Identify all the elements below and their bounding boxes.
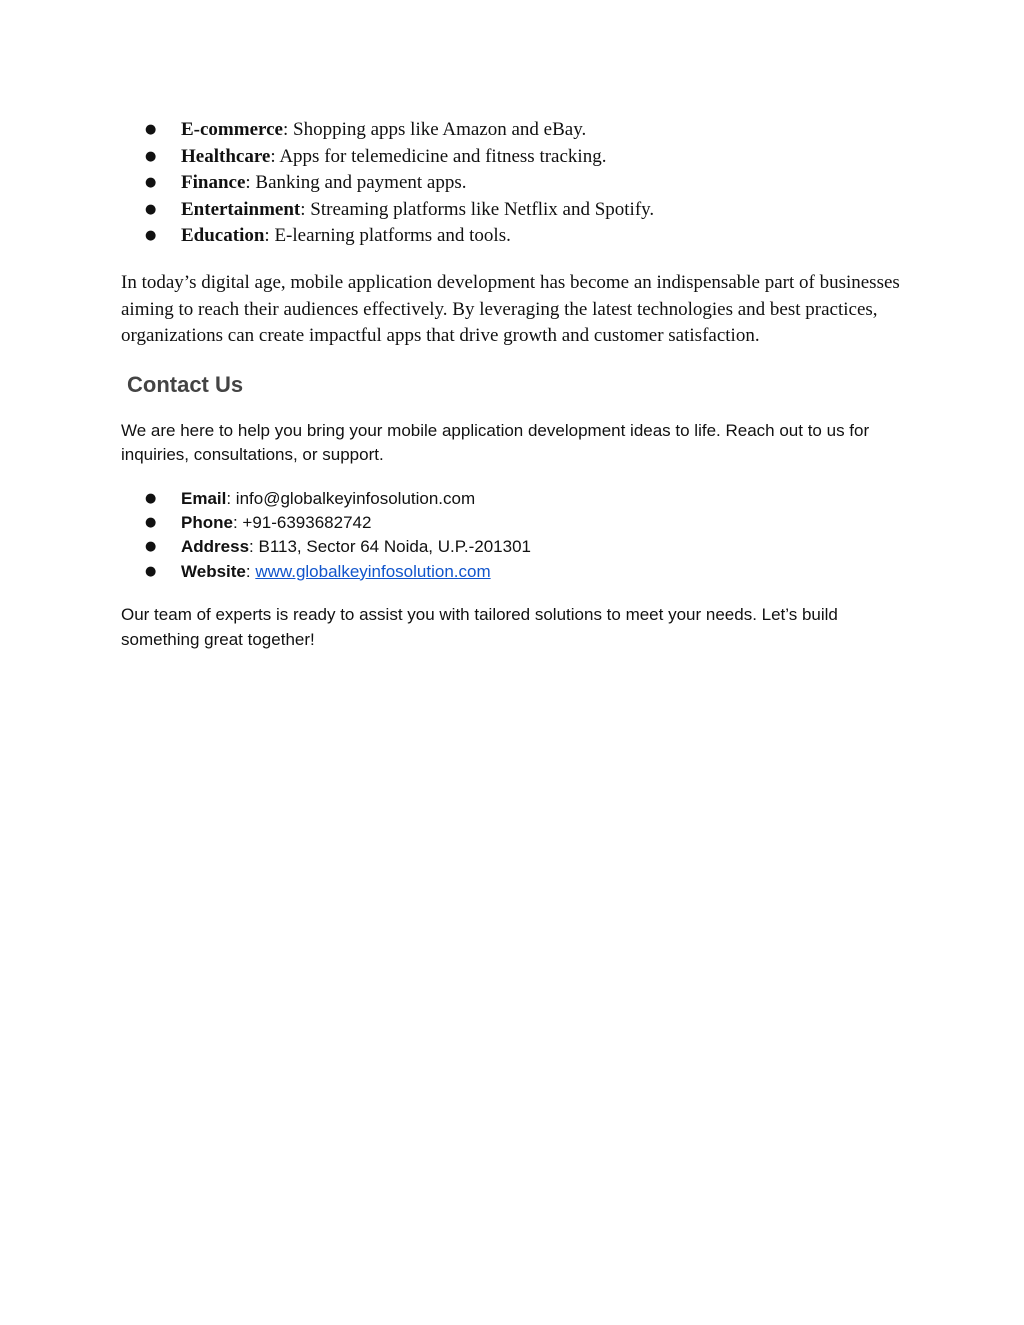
bullet-icon: ● (145, 122, 157, 137)
website-link[interactable]: www.globalkeyinfosolution.com (255, 561, 491, 581)
contact-details-list (121, 487, 911, 585)
bullet-icon: ● (145, 175, 157, 191)
bullet-icon: ● (145, 490, 157, 506)
contact-heading: Contact Us (127, 371, 244, 397)
industry-term: E-commerce (181, 119, 283, 140)
website-separator: : (245, 561, 256, 581)
industry-term: Entertainment (181, 198, 301, 220)
list-item (121, 197, 911, 224)
industry-term: Finance (181, 172, 246, 194)
list-item (121, 144, 911, 171)
industry-description: : E-learning platforms and tools. (264, 225, 511, 247)
industry-description: : Banking and payment apps. (245, 172, 467, 194)
industries-list (121, 117, 911, 250)
contact-item-phone (121, 511, 911, 535)
contact-item-address (121, 535, 911, 559)
bullet-icon: ● (145, 563, 157, 579)
list-item (121, 223, 911, 250)
contact-intro-paragraph: We are here to help you bring your mobile application development ideas to life. Reach out to us for inquiries, consultations, or support. (121, 420, 870, 465)
list-item (121, 170, 911, 197)
contact-item-website (121, 560, 911, 584)
industry-description: : Shopping apps like Amazon and eBay. (282, 119, 587, 140)
summary-paragraph: In today’s digital age, mobile application development has become an indispensable part of businesses aiming to reach their audiences effectively. By leveraging the latest technologies and best practices, organizations can create impactful apps that drive growth and customer satisfaction. (121, 271, 900, 347)
website-label: Website (181, 561, 246, 581)
bullet-icon: ● (145, 201, 157, 217)
contact-item-email (121, 487, 911, 511)
industry-term: Healthcare (181, 145, 271, 167)
phone-value: : +91-6393682742 (232, 512, 372, 532)
industry-term: Education (181, 225, 265, 247)
document-page (121, 117, 911, 652)
industry-description: : Apps for telemedicine and fitness tracking. (270, 145, 607, 167)
bullet-icon: ● (145, 539, 157, 555)
bullet-icon: ● (145, 148, 157, 164)
address-label: Address (181, 537, 250, 557)
phone-label: Phone (181, 512, 233, 532)
email-value: : info@globalkeyinfosolution.com (226, 488, 476, 508)
address-value: : B113, Sector 64 Noida, U.P.-201301 (249, 537, 531, 557)
list-item (121, 117, 911, 144)
bullet-icon: ● (145, 228, 157, 244)
email-label: Email (181, 488, 227, 508)
closing-paragraph: Our team of experts is ready to assist you with tailored solutions to meet your needs. Let’s build something great together! (121, 605, 838, 649)
industry-description: : Streaming platforms like Netflix and Spotify. (300, 198, 655, 220)
bullet-icon: ● (145, 514, 157, 530)
